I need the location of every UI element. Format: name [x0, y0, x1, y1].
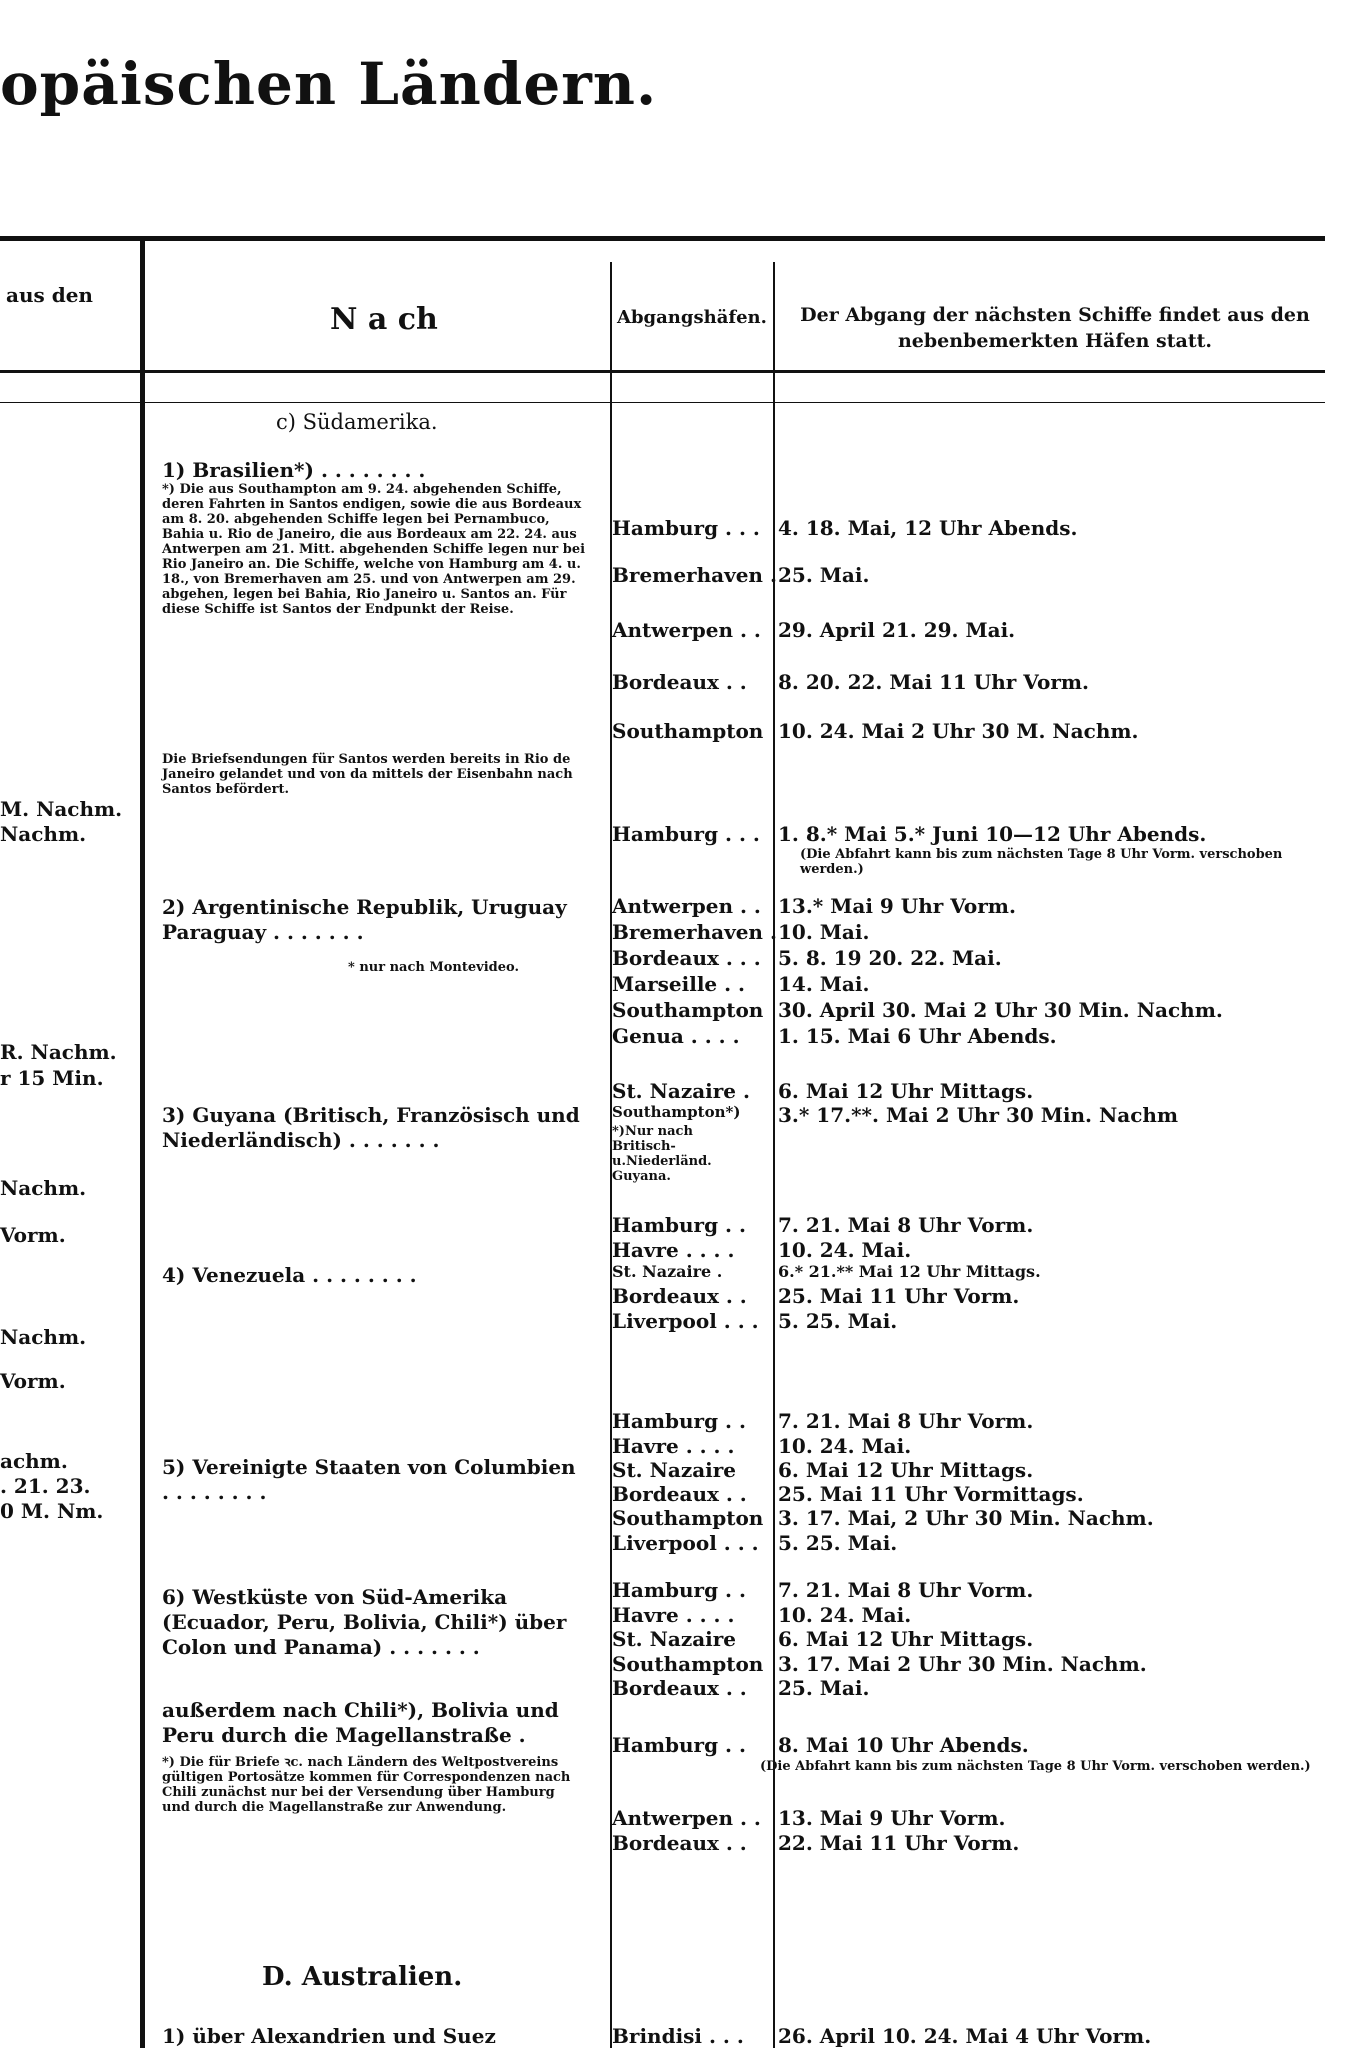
port: Hamburg . . .: [612, 516, 760, 540]
left-fragment: Nachm.: [0, 1176, 87, 1200]
section-heading: c) Südamerika.: [276, 410, 438, 434]
departure: 25. Mai 11 Uhr Vorm.: [778, 1284, 1020, 1308]
page-title: opäischen Ländern.: [0, 50, 658, 118]
left-fragment: 0 M. Nm.: [0, 1499, 104, 1523]
departure: 25. Mai.: [778, 563, 870, 587]
destination-guyana: 3) Guyana (Britisch, Französisch und Niederländisch) . . . . . . .: [162, 1103, 580, 1152]
port: Bordeaux . .: [612, 670, 747, 694]
port: Marseille . .: [612, 972, 745, 996]
left-fragment: R. Nachm.: [0, 1040, 117, 1064]
departure: 5. 8. 19 20. 22. Mai.: [778, 946, 1002, 970]
header-rule: [0, 370, 1325, 373]
port: Liverpool . . .: [612, 1309, 759, 1333]
departure: 7. 21. Mai 8 Uhr Vorm.: [778, 1213, 1034, 1237]
footnote: Die Briefsendungen für Santos werden bereits in Rio de Janeiro gelandet und von da mittels der Eisenbahn nach Santos befördert.: [162, 752, 573, 797]
destination-westkueste: 6) Westküste von Süd-Amerika (Ecuador, Peru, Bolivia, Chili*) über Colon und Panama) . . . . . . .: [162, 1585, 567, 1659]
port: Hamburg . . .: [612, 822, 760, 846]
header-col-departure: Der Abgang der nächsten Schiffe findet aus den nebenbemerkten Häfen statt.: [800, 304, 1310, 352]
departure: 25. Mai 11 Uhr Vormittags.: [778, 1482, 1084, 1506]
port: Hamburg . .: [612, 1578, 746, 1602]
port: St. Nazaire .: [612, 1079, 750, 1103]
port: Havre . . . .: [612, 1603, 735, 1627]
port: Liverpool . . .: [612, 1531, 759, 1555]
header-col-ports: Abgangshäfen.: [617, 307, 767, 328]
port: Antwerpen . .: [612, 894, 761, 918]
destination-brasilien: 1) Brasilien*) . . . . . . . .: [162, 458, 426, 482]
departure: 29. April 21. 29. Mai.: [778, 618, 1016, 642]
departure: 8. Mai 10 Uhr Abends.: [778, 1733, 1029, 1757]
port: Havre . . . .: [612, 1434, 735, 1458]
departure: 7. 21. Mai 8 Uhr Vorm.: [778, 1409, 1034, 1433]
left-fragment: Nachm.: [0, 1325, 87, 1349]
note: (Die Abfahrt kann bis zum nächsten Tage 8 Uhr Vorm. verschoben werden.): [800, 847, 1283, 877]
header-col-left: aus den: [6, 283, 93, 307]
departure: 10. 24. Mai.: [778, 1603, 912, 1627]
footnote: *) Die für Briefe ꝛc. nach Ländern des Weltpostvereins gültigen Portosätze kommen für Correspondenzen nach Chili zunächst nur bei der Versendung über Hamburg und durch die Magellanstraße zur Anwendung.: [162, 1755, 571, 1815]
departure: 3. 17. Mai, 2 Uhr 30 Min. Nachm.: [778, 1506, 1154, 1530]
departure: 30. April 30. Mai 2 Uhr 30 Min. Nachm.: [778, 998, 1223, 1022]
departure: 7. 21. Mai 8 Uhr Vorm.: [778, 1578, 1034, 1602]
port: Bordeaux . .: [612, 1831, 747, 1855]
left-fragment: achm.: [0, 1449, 68, 1473]
col-divider-3: [773, 262, 775, 2048]
departure: 22. Mai 11 Uhr Vorm.: [778, 1831, 1020, 1855]
departure: 10. 24. Mai.: [778, 1238, 912, 1262]
departure: 6. Mai 12 Uhr Mittags.: [778, 1627, 1034, 1651]
port-note: *)Nur nach Britisch- u.Niederländ. Guyana.: [612, 1124, 712, 1184]
departure: 6.* 21.** Mai 12 Uhr Mittags.: [778, 1262, 1041, 1281]
header-rule-2: [0, 402, 1325, 403]
left-fragment: M. Nachm.: [0, 797, 123, 821]
port: Hamburg . .: [612, 1409, 746, 1433]
departure: 4. 18. Mai, 12 Uhr Abends.: [778, 516, 1078, 540]
port: Southampton: [612, 719, 764, 743]
port: Southampton: [612, 1506, 764, 1530]
destination-australien: 1) über Alexandrien und Suez: [162, 2024, 496, 2048]
port: St. Nazaire .: [612, 1262, 723, 1281]
departure: 13. Mai 9 Uhr Vorm.: [778, 1806, 1006, 1830]
footnote: * nur nach Montevideo.: [348, 960, 519, 975]
note: (Die Abfahrt kann bis zum nächsten Tage 8 Uhr Vorm. verschoben werden.): [760, 1759, 1311, 1774]
departure: 3. 17. Mai 2 Uhr 30 Min. Nachm.: [778, 1652, 1147, 1676]
departure: 8. 20. 22. Mai 11 Uhr Vorm.: [778, 670, 1089, 694]
port: Antwerpen . .: [612, 618, 761, 642]
port: Bremerhaven .: [612, 563, 777, 587]
departure: 3.* 17.**. Mai 2 Uhr 30 Min. Nachm: [778, 1103, 1179, 1127]
port: Hamburg . .: [612, 1733, 746, 1757]
departure: 6. Mai 12 Uhr Mittags.: [778, 1079, 1034, 1103]
port: Bordeaux . . .: [612, 946, 761, 970]
destination-argentinien: 2) Argentinische Republik, Uruguay Paraguay . . . . . . .: [162, 895, 567, 944]
departure: 25. Mai.: [778, 1676, 870, 1700]
destination-venezuela: 4) Venezuela . . . . . . . .: [162, 1263, 417, 1287]
port: Bremerhaven .: [612, 920, 777, 944]
port: Bordeaux . .: [612, 1284, 747, 1308]
port: St. Nazaire: [612, 1458, 737, 1482]
left-fragment: . 21. 23.: [0, 1474, 91, 1498]
departure: 26. April 10. 24. Mai 4 Uhr Vorm.: [778, 2024, 1152, 2048]
left-fragment: r 15 Min.: [0, 1066, 104, 1090]
section-heading: D. Australien.: [262, 1962, 463, 1992]
left-fragment: Vorm.: [0, 1223, 66, 1247]
header-col-nach: N a ch: [330, 302, 438, 337]
departure: 5. 25. Mai.: [778, 1531, 898, 1555]
destination-columbien: 5) Vereinigte Staaten von Columbien . . . . . . . .: [162, 1455, 576, 1504]
destination-magellan: außerdem nach Chili*), Bolivia und Peru durch die Magellanstraße .: [162, 1698, 559, 1747]
departure: 13.* Mai 9 Uhr Vorm.: [778, 894, 1016, 918]
left-fragment: Vorm.: [0, 1369, 66, 1393]
port: Bordeaux . .: [612, 1676, 747, 1700]
port: Southampton*): [612, 1103, 741, 1121]
departure: 10. 24. Mai.: [778, 1434, 912, 1458]
port: Bordeaux . .: [612, 1482, 747, 1506]
departure: 10. Mai.: [778, 920, 870, 944]
departure: 6. Mai 12 Uhr Mittags.: [778, 1458, 1034, 1482]
departure: 1. 15. Mai 6 Uhr Abends.: [778, 1024, 1057, 1048]
footnote: *) Die aus Southampton am 9. 24. abgehenden Schiffe, deren Fahrten in Santos endigen, sowie die aus Bordeaux am 8. 20. abgehenden Schiffe legen bei Pernambuco, Bahia u. Rio de Janeiro, die aus Bordeaux am 22. 24. aus Antwerpen am 21. Mitt. abgehenden Schiffe legen nur bei Rio Janeiro an. Die Schiffe, welche von Hamburg am 4. u. 18., von Bremerhaven am 25. und von Antwerpen am 29. abgehen, legen bei Bahia, Rio Janeiro u. Santos an. Für diese Schiffe ist Santos der Endpunkt der Reise.: [162, 482, 586, 617]
port: Southampton: [612, 998, 764, 1022]
port: Antwerpen . .: [612, 1806, 761, 1830]
departure: 14. Mai.: [778, 972, 870, 996]
port: Southampton: [612, 1652, 764, 1676]
departure: 5. 25. Mai.: [778, 1309, 898, 1333]
left-fragment: Nachm.: [0, 822, 87, 846]
departure: 1. 8.* Mai 5.* Juni 10—12 Uhr Abends.: [778, 822, 1207, 846]
port: St. Nazaire: [612, 1627, 737, 1651]
top-rule: [0, 236, 1325, 241]
departure: 10. 24. Mai 2 Uhr 30 M. Nachm.: [778, 719, 1139, 743]
port: Genua . . . .: [612, 1024, 740, 1048]
col-divider-1: [140, 236, 145, 2048]
port: Havre . . . .: [612, 1238, 735, 1262]
port: Hamburg . .: [612, 1213, 746, 1237]
port: Brindisi . . .: [612, 2024, 744, 2048]
